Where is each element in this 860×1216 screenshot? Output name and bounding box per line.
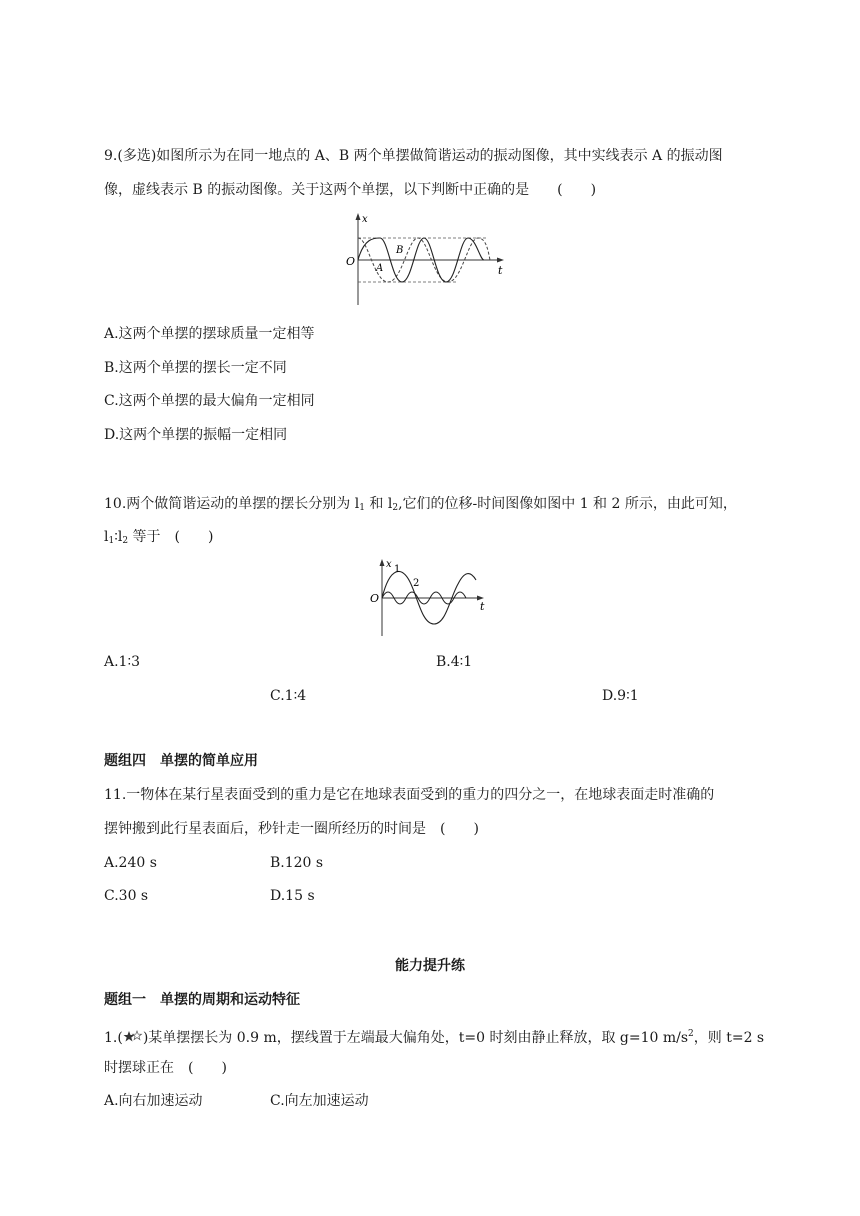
q10-t-axis-label: t xyxy=(480,600,485,613)
star-difficulty-icon xyxy=(123,1030,143,1044)
group4-heading: 题组四 单摆的简单应用 xyxy=(104,753,258,769)
q1-stem-line2: 时摆球正在 ( ) xyxy=(104,1060,227,1076)
q9-option-d[interactable]: D.这两个单摆的振幅一定相同 xyxy=(104,427,288,443)
q11-option-b[interactable]: B.120 s xyxy=(270,855,324,871)
q9-stem-line1: 9.(多选)如图所示为在同一地点的 A、B 两个单摆做简谐运动的振动图像，其中实线表示 A 的振动图 xyxy=(104,148,723,164)
q11-option-d[interactable]: D.15 s xyxy=(270,888,315,904)
q9-x-axis-label: x xyxy=(362,214,368,225)
q9-curve-b-label: B xyxy=(396,245,404,256)
q10-origin-label: O xyxy=(370,592,380,605)
q10-stem-line1: 10.两个做简谐运动的单摆的摆长分别为 $l_1$ 和 $l_2$,它们的位移-时间图像如图中 1 和 2 所示，由此可知， xyxy=(104,496,737,513)
q10-option-c[interactable]: C.1∶4 xyxy=(270,688,307,704)
q1-option-a[interactable]: A.向右加速运动 xyxy=(104,1093,203,1109)
q10-curve-1-label: 1 xyxy=(394,564,401,575)
q10-curve-2-label: 2 xyxy=(413,578,420,589)
q11-option-a[interactable]: A.240 s xyxy=(104,855,157,871)
q9-curve-a-label: A xyxy=(376,263,384,274)
section-title: 能力提升练 xyxy=(395,958,465,974)
q9-vibration-graph xyxy=(340,210,512,310)
q9-option-b[interactable]: B.这两个单摆的摆长一定不同 xyxy=(104,360,287,376)
q11-stem-line2: 摆钟搬到此行星表面后，秒针走一圈所经历的时间是 ( ) xyxy=(104,821,479,837)
q10-option-d[interactable]: D.9∶1 xyxy=(602,688,639,704)
q10-x-axis-label: x xyxy=(386,559,392,570)
q10-option-b[interactable]: B.4∶1 xyxy=(436,654,473,670)
q9-option-c[interactable]: C.这两个单摆的最大偏角一定相同 xyxy=(104,393,315,409)
group1-heading: 题组一 单摆的周期和运动特征 xyxy=(104,992,300,1008)
q9-origin-label: O xyxy=(346,255,356,268)
q9-option-a[interactable]: A.这两个单摆的摆球质量一定相等 xyxy=(104,326,315,342)
q9-t-axis-label: t xyxy=(498,264,503,277)
q10-displacement-graph xyxy=(368,556,492,640)
q10-option-a[interactable]: A.1∶3 xyxy=(104,654,141,670)
q1-stem-line1: 1.( )某单摆摆长为 0.9 m，摆线置于左端最大偏角处，t=0 时刻由静止释放，取 g=10 $m/s^2$，则 t=2 s xyxy=(104,1029,765,1046)
q11-option-c[interactable]: C.30 s xyxy=(104,888,149,904)
q9-stem-line2: 像，虚线表示 B 的振动图像。关于这两个单摆，以下判断中正确的是 ( ) xyxy=(104,182,597,198)
q10-stem-line2: $l_1∶l_2$ 等于 ( ) xyxy=(104,529,214,546)
q11-stem-line1: 11.一物体在某行星表面受到的重力是它在地球表面受到的重力的四分之一，在地球表面走时准确的 xyxy=(104,787,715,803)
q1-option-c[interactable]: C.向左加速运动 xyxy=(270,1093,369,1109)
